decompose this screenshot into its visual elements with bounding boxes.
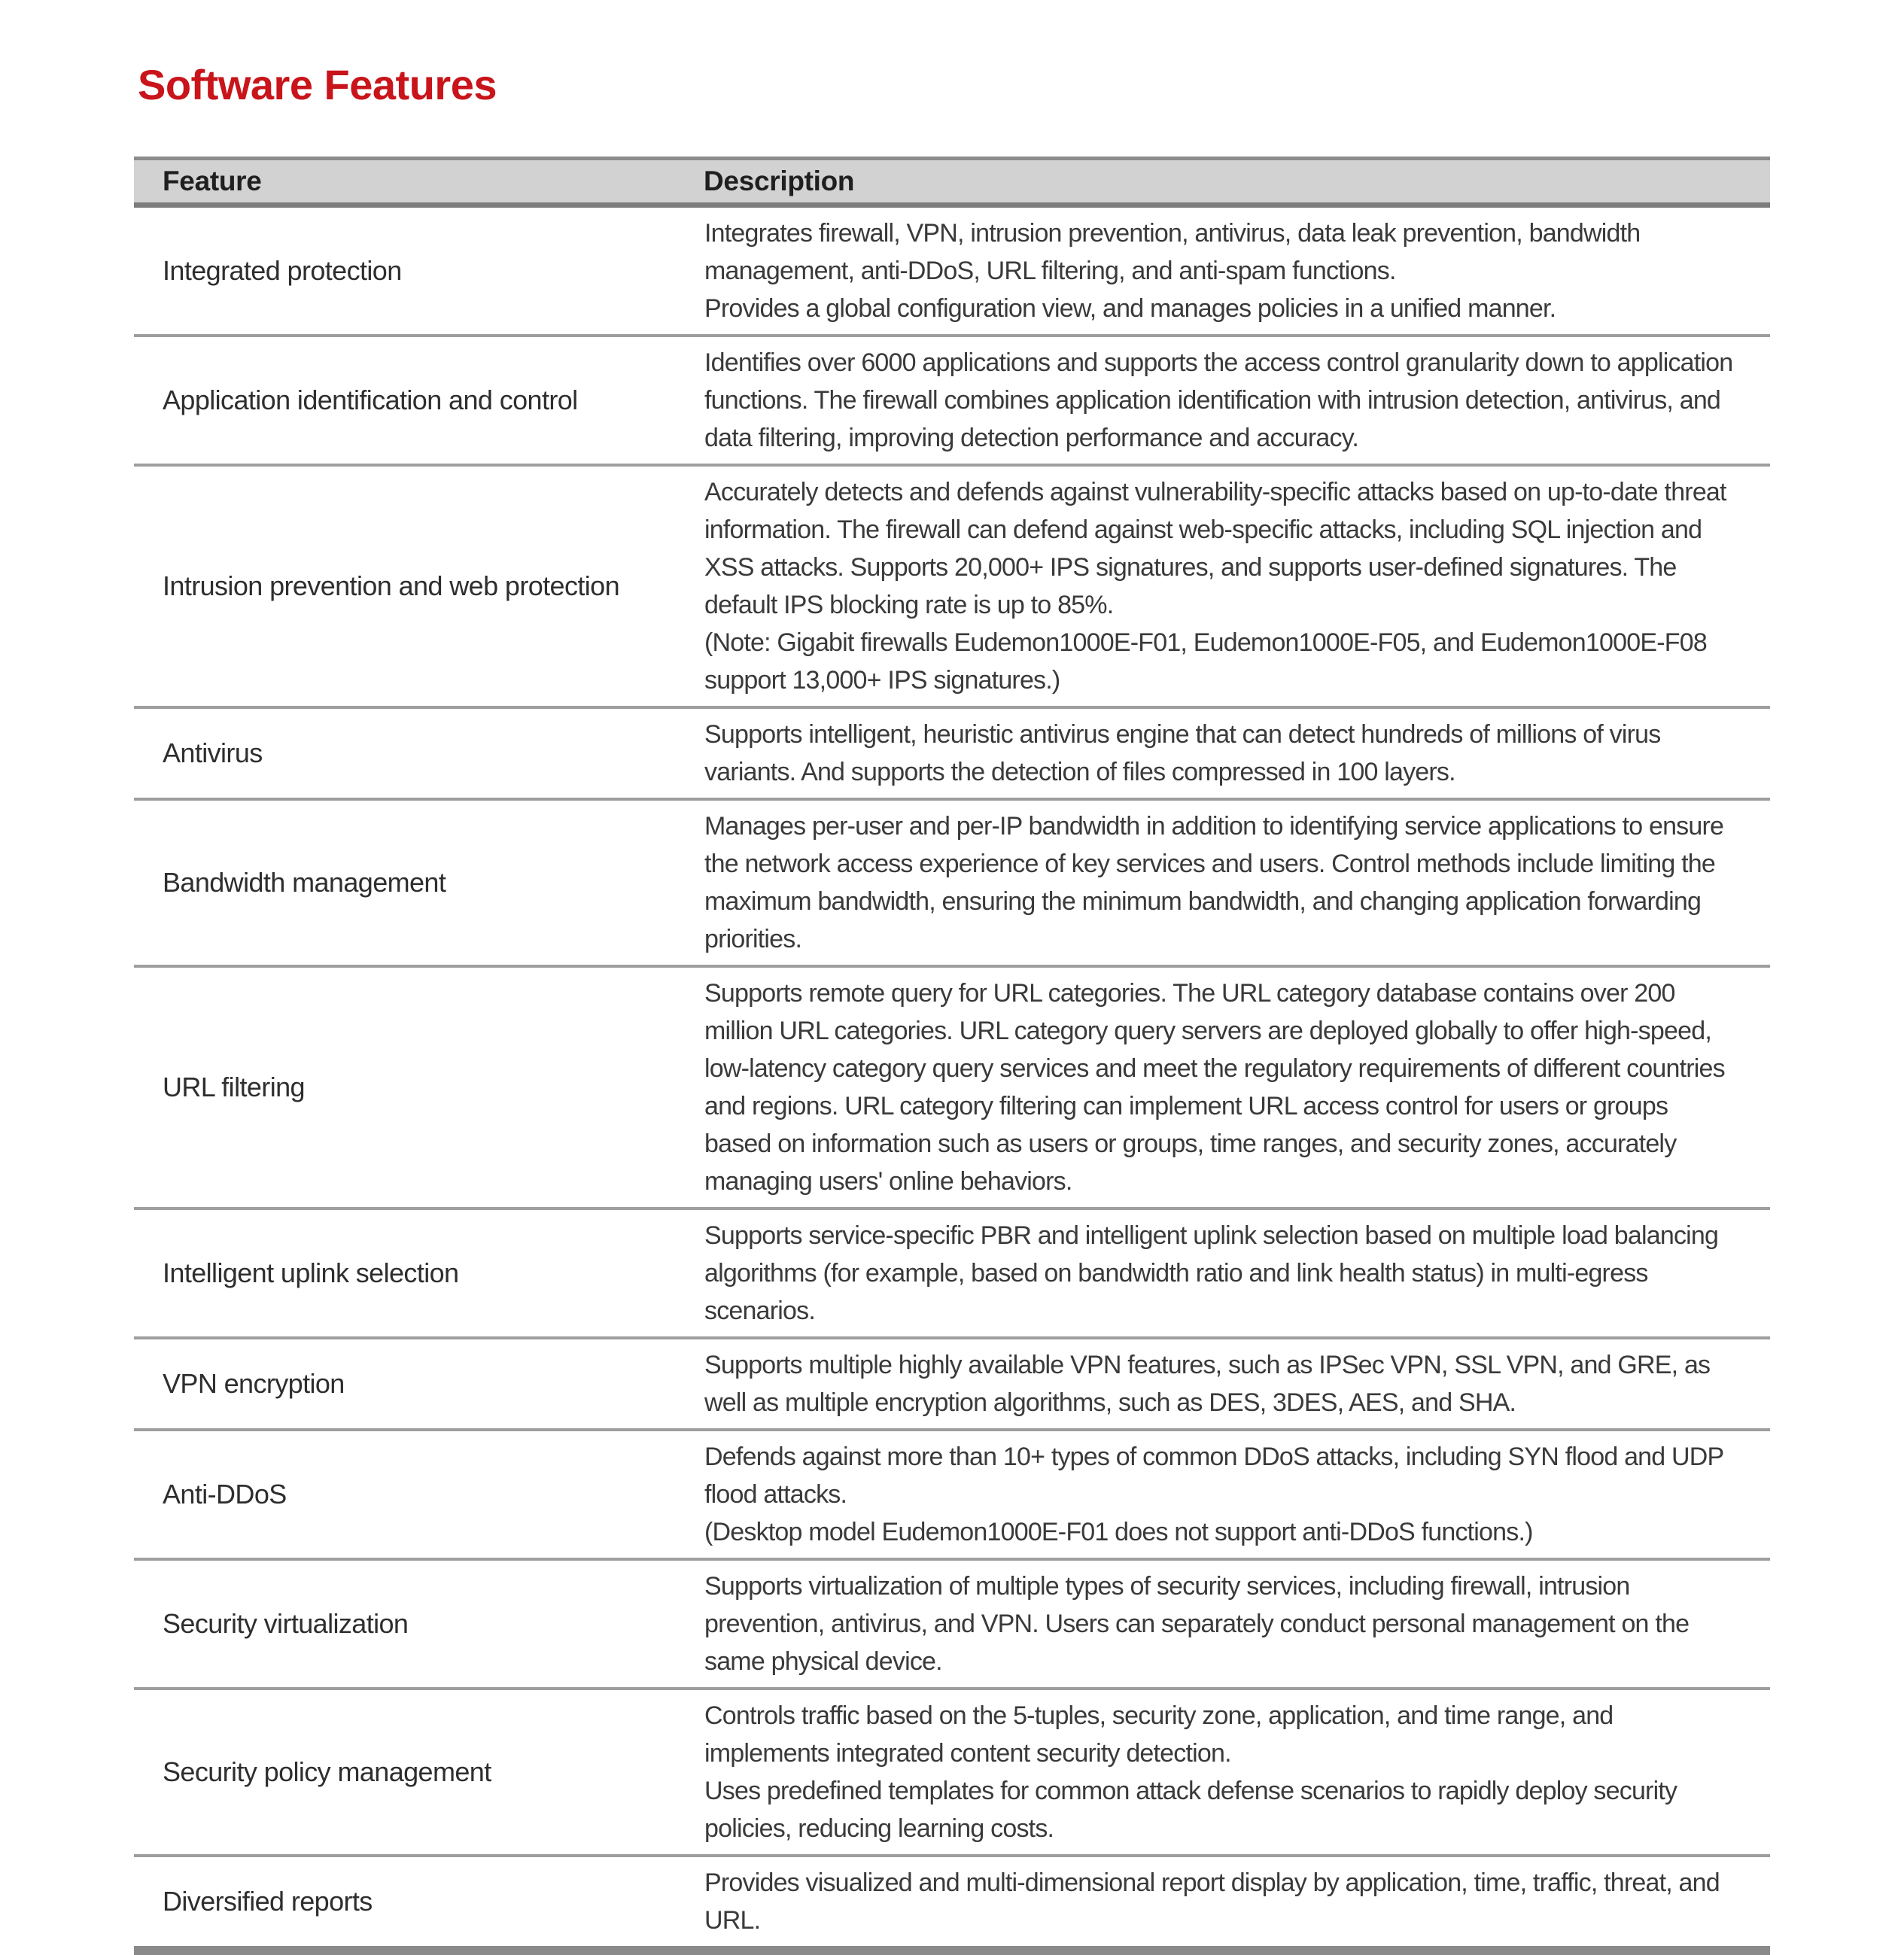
feature-cell: Diversified reports [134, 1856, 704, 1950]
description-paragraph: Supports remote query for URL categories. The URL category database contains over 200 million URL categories. URL category query servers are deployed globally to offer high-speed, low-latency category query services and meet the regulatory requirements of different countries and regions. URL category filtering can implement URL access control for users or groups based on information such as users or groups, time ranges, and security zones, accurately managing users' online behaviors. [704, 979, 1725, 1196]
description-cell [704, 336, 1770, 465]
table-row [134, 799, 1770, 966]
table-row [134, 707, 1770, 799]
description-paragraph: Accurately detects and defends against vulnerability-specific attacks based on up-to-date threat information. The firewall can defend against web-specific attacks, including SQL injection and XSS attacks. Supports 20,000+ IPS signatures, and supports user-defined signatures. The default IPS blocking rate is up to 85%. [704, 478, 1726, 619]
feature-cell: Bandwidth management [134, 799, 704, 966]
feature-cell: VPN encryption [134, 1338, 704, 1430]
description-paragraph: Manages per-user and per-IP bandwidth in addition to identifying service applications to ensure the network access experience of key services and users. Control methods include limiting the maximum bandwidth, ensuring the minimum bandwidth, and changing application forwarding priorities. [704, 812, 1724, 953]
description-paragraph: (Note: Gigabit firewalls Eudemon1000E-F01, Eudemon1000E-F05, and Eudemon1000E-F08 support 13,000+ IPS signatures.) [704, 628, 1707, 695]
feature-cell: Security policy management [134, 1689, 704, 1856]
feature-cell: Intrusion prevention and web protection [134, 465, 704, 707]
description-cell [704, 966, 1770, 1209]
description-cell [704, 1338, 1770, 1430]
description-cell [704, 707, 1770, 799]
description-cell [704, 799, 1770, 966]
table-row [134, 205, 1770, 336]
table-row [134, 1209, 1770, 1338]
feature-cell: URL filtering [134, 966, 704, 1209]
description-paragraph: Provides visualized and multi-dimensional report display by application, time, traffic, threat, and URL. [704, 1868, 1720, 1935]
description-paragraph: Controls traffic based on the 5-tuples, security zone, application, and time range, and implements integrated content security detection. [704, 1701, 1614, 1768]
feature-cell: Intelligent uplink selection [134, 1209, 704, 1338]
column-header-feature: Feature [134, 159, 704, 205]
table-row [134, 1430, 1770, 1559]
description-paragraph: Provides a global configuration view, and manages policies in a unified manner. [704, 294, 1556, 323]
description-paragraph: (Desktop model Eudemon1000E-F01 does not support anti-DDoS functions.) [704, 1518, 1533, 1546]
feature-cell: Security virtualization [134, 1559, 704, 1689]
table-row [134, 966, 1770, 1209]
description-paragraph: Defends against more than 10+ types of common DDoS attacks, including SYN flood and UDP flood attacks. [704, 1443, 1723, 1509]
feature-cell: Integrated protection [163, 255, 402, 286]
table-row [134, 1689, 1770, 1856]
description-paragraph: Integrates firewall, VPN, intrusion prevention, antivirus, data leak prevention, bandwidth management, anti-DDoS, URL filtering, and anti-spam functions. [704, 219, 1641, 285]
description-paragraph: Identifies over 6000 applications and supports the access control granularity down to application functions. The firewall combines application identification with intrusion detection, antivirus, and data filtering, improving detection performance and accuracy. [704, 348, 1733, 452]
description-paragraph: Supports virtualization of multiple types of security services, including firewall, intrusion prevention, antivirus, and VPN. Users can separately conduct personal management on the same physical device. [704, 1572, 1690, 1676]
table-row [134, 336, 1770, 465]
description-cell [704, 1209, 1770, 1338]
table-header-row [134, 159, 1770, 205]
description-cell [704, 465, 1770, 707]
feature-cell: Anti-DDoS [134, 1430, 704, 1559]
page-title: Software Features [138, 61, 497, 108]
feature-cell: Antivirus [134, 707, 704, 799]
table-row [134, 465, 1770, 707]
table-row [134, 1338, 1770, 1430]
description-paragraph: Supports multiple highly available VPN features, such as IPSec VPN, SSL VPN, and GRE, as well as multiple encryption algorithms, such as DES, 3DES, AES, and SHA. [704, 1351, 1711, 1417]
description-cell [704, 1430, 1770, 1559]
software-features-table [134, 157, 1770, 1955]
table-row [134, 1559, 1770, 1689]
description-paragraph: Supports intelligent, heuristic antivirus engine that can detect hundreds of millions of virus variants. And supports the detection of files compressed in 100 layers. [704, 720, 1661, 786]
description-cell [704, 205, 1770, 336]
description-paragraph: Supports service-specific PBR and intelligent uplink selection based on multiple load balancing algorithms (for example, based on bandwidth ratio and link health status) in multi-egress scenarios. [704, 1221, 1719, 1325]
description-cell [704, 1559, 1770, 1689]
description-paragraph: Uses predefined templates for common attack defense scenarios to rapidly deploy security policies, reducing learning costs. [704, 1777, 1677, 1843]
table-row [134, 1856, 1770, 1950]
description-cell [704, 1689, 1770, 1856]
description-cell [704, 1856, 1770, 1950]
feature-cell: Application identification and control [134, 336, 704, 465]
column-header-description: Description [704, 159, 1770, 205]
